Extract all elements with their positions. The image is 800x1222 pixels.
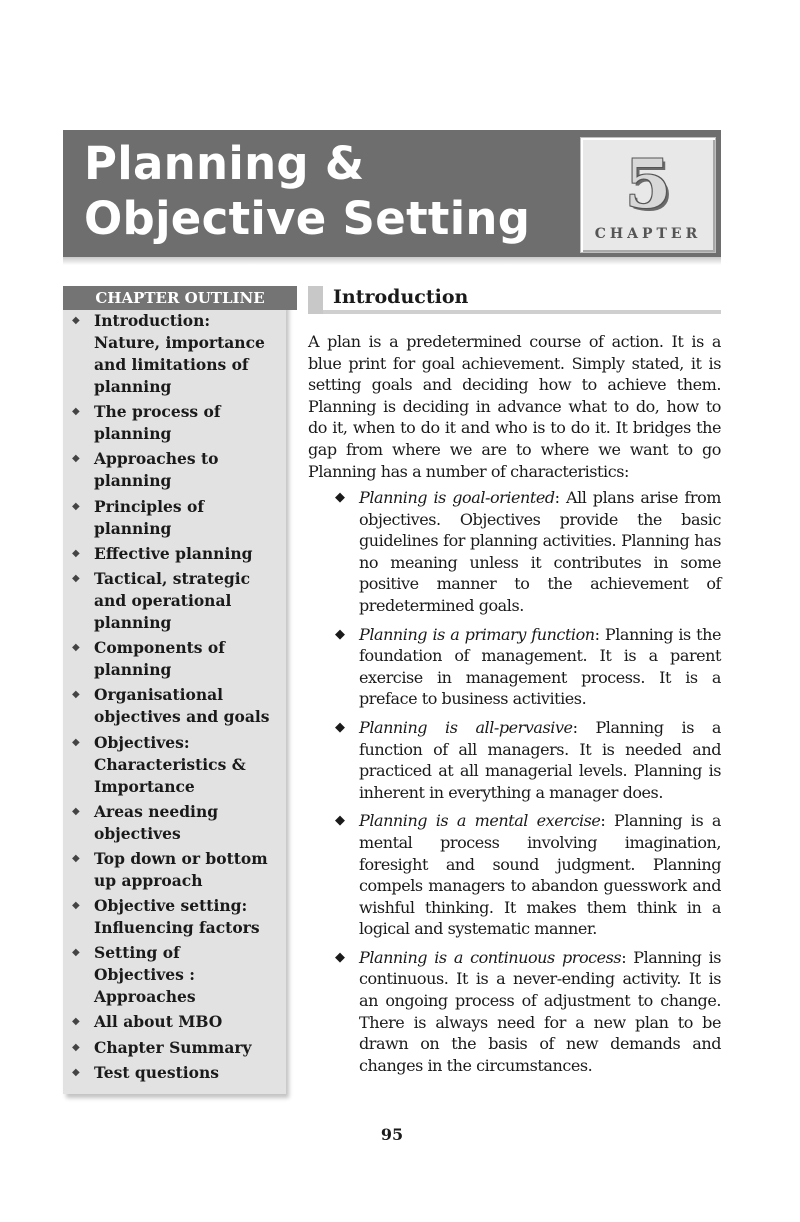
outline-item: ◆ Top down or bottom up approach (72, 848, 268, 890)
diamond-bullet-icon: ◆ (72, 453, 80, 465)
page-number: 95 (380, 1125, 404, 1144)
diamond-bullet-icon: ◆ (335, 626, 345, 642)
diamond-bullet-icon: ◆ (72, 947, 80, 959)
outline-item: ◆ Effective planning (72, 543, 253, 563)
list-item (335, 717, 721, 803)
list-item (335, 947, 721, 1077)
outline-item: ◆ Approaches to planning (72, 449, 219, 491)
diamond-bullet-icon: ◆ (72, 572, 80, 584)
outline-item: ◆ Objective setting: Influencing factors (72, 896, 260, 938)
chapter-number: 5 (625, 145, 671, 223)
list-item (335, 624, 721, 710)
chapter-title (84, 136, 530, 246)
chapter-outline-panel (63, 286, 286, 1094)
diamond-bullet-icon: ◆ (335, 490, 345, 505)
list-item (335, 487, 721, 617)
bullet-term: Planning is all-pervasive (359, 717, 573, 737)
bullet-term: Planning is a continuous process (359, 947, 622, 967)
diamond-bullet-icon: ◆ (72, 1066, 80, 1078)
outline-item: ◆ Test questions (72, 1062, 219, 1082)
diamond-bullet-icon: ◆ (72, 1041, 80, 1053)
banner-shadow (63, 257, 721, 265)
outline-item: ◆ Components of planning (72, 638, 225, 680)
bullet-term: Planning is goal-oriented (359, 488, 555, 507)
intro-paragraph: A plan is a predetermined course of action. It is a blue print for goal achievement. Simply stated, it is setting goals and deciding how to achieve them. Planning is deciding in advance what to do, how to do it, when to do it and who is to do it. It bridges the gap from where we are to where we want to go Planning has a number of characteristics: (308, 332, 721, 481)
outline-item: ◆ Tactical, strategic and operational planning (72, 568, 251, 632)
outline-item: ◆ Areas needing objectives (72, 801, 219, 843)
diamond-bullet-icon: ◆ (72, 736, 80, 748)
list-item (335, 810, 721, 940)
chapter-outline-list (63, 310, 286, 1087)
outline-item: ◆ All about MBO (72, 1012, 223, 1032)
diamond-bullet-icon: ◆ (335, 949, 345, 965)
diamond-bullet-icon: ◆ (72, 500, 80, 512)
outline-item: ◆ Principles of planning (72, 496, 205, 538)
diamond-bullet-icon: ◆ (335, 719, 345, 735)
outline-item: ◆ The process of planning (72, 402, 221, 444)
diamond-bullet-icon: ◆ (72, 315, 80, 326)
outline-item: ◆ Introduction: Nature, importance and limitations of planning (72, 311, 265, 396)
chapter-title-line1: Planning & (84, 137, 365, 190)
diamond-bullet-icon: ◆ (72, 406, 80, 418)
bullet-term: Planning is a primary function (359, 624, 595, 644)
chapter-outline-heading: CHAPTER OUTLINE (63, 286, 297, 310)
bullet-text: : Planning is the foundation of management. It is a parent exercise in management process. It is a preface to business activities. (359, 624, 721, 709)
bullet-text: : Planning is continuous. It is a never-ending activity. It is an ongoing process of adjustment to change. There is always need for a new plan to be drawn on the basis of new demands and changes in the circumstances. (359, 947, 721, 1075)
section-heading-bar (308, 286, 721, 314)
outline-item: ◆ Organisational objectives and goals (72, 685, 270, 727)
heading-accent-block (308, 286, 323, 314)
outline-item: ◆ Chapter Summary (72, 1037, 252, 1057)
bullet-term: Planning is a mental exercise (359, 811, 601, 831)
bullet-text: : All plans arise from objectives. Objectives provide the basic guidelines for planning activities. Planning has no meaning unless it contributes in some positive manner to the achievement of predetermined goals. (359, 488, 721, 615)
diamond-bullet-icon: ◆ (72, 547, 80, 559)
chapter-label: CHAPTER (594, 226, 702, 242)
outline-item: ◆ Setting of Objectives : Approaches (72, 943, 196, 1007)
diamond-bullet-icon: ◆ (72, 642, 80, 654)
diamond-bullet-icon: ◆ (72, 805, 80, 817)
diamond-bullet-icon: ◆ (335, 813, 345, 829)
diamond-bullet-icon: ◆ (72, 900, 80, 912)
diamond-bullet-icon: ◆ (72, 689, 80, 701)
diamond-bullet-icon: ◆ (72, 852, 80, 864)
outline-item: ◆ Objectives: Characteristics & Importance (72, 732, 246, 796)
chapter-title-line2: Objective Setting (84, 192, 531, 245)
chapter-number-box (580, 137, 716, 253)
diamond-bullet-icon: ◆ (72, 1016, 80, 1028)
bullet-text: : Planning is a mental process involving imagination, foresight and sound judgment. Planning compels managers to abandon guesswork and wishful thinking. It makes them think in a logical and systematic manner. (359, 811, 721, 939)
bullet-text: : Planning is a function of all managers. It is needed and practiced at all managerial levels. Planning is inherent in everything a manager does. (359, 717, 721, 802)
section-heading: Introduction (333, 286, 469, 308)
characteristics-list (335, 487, 721, 1083)
